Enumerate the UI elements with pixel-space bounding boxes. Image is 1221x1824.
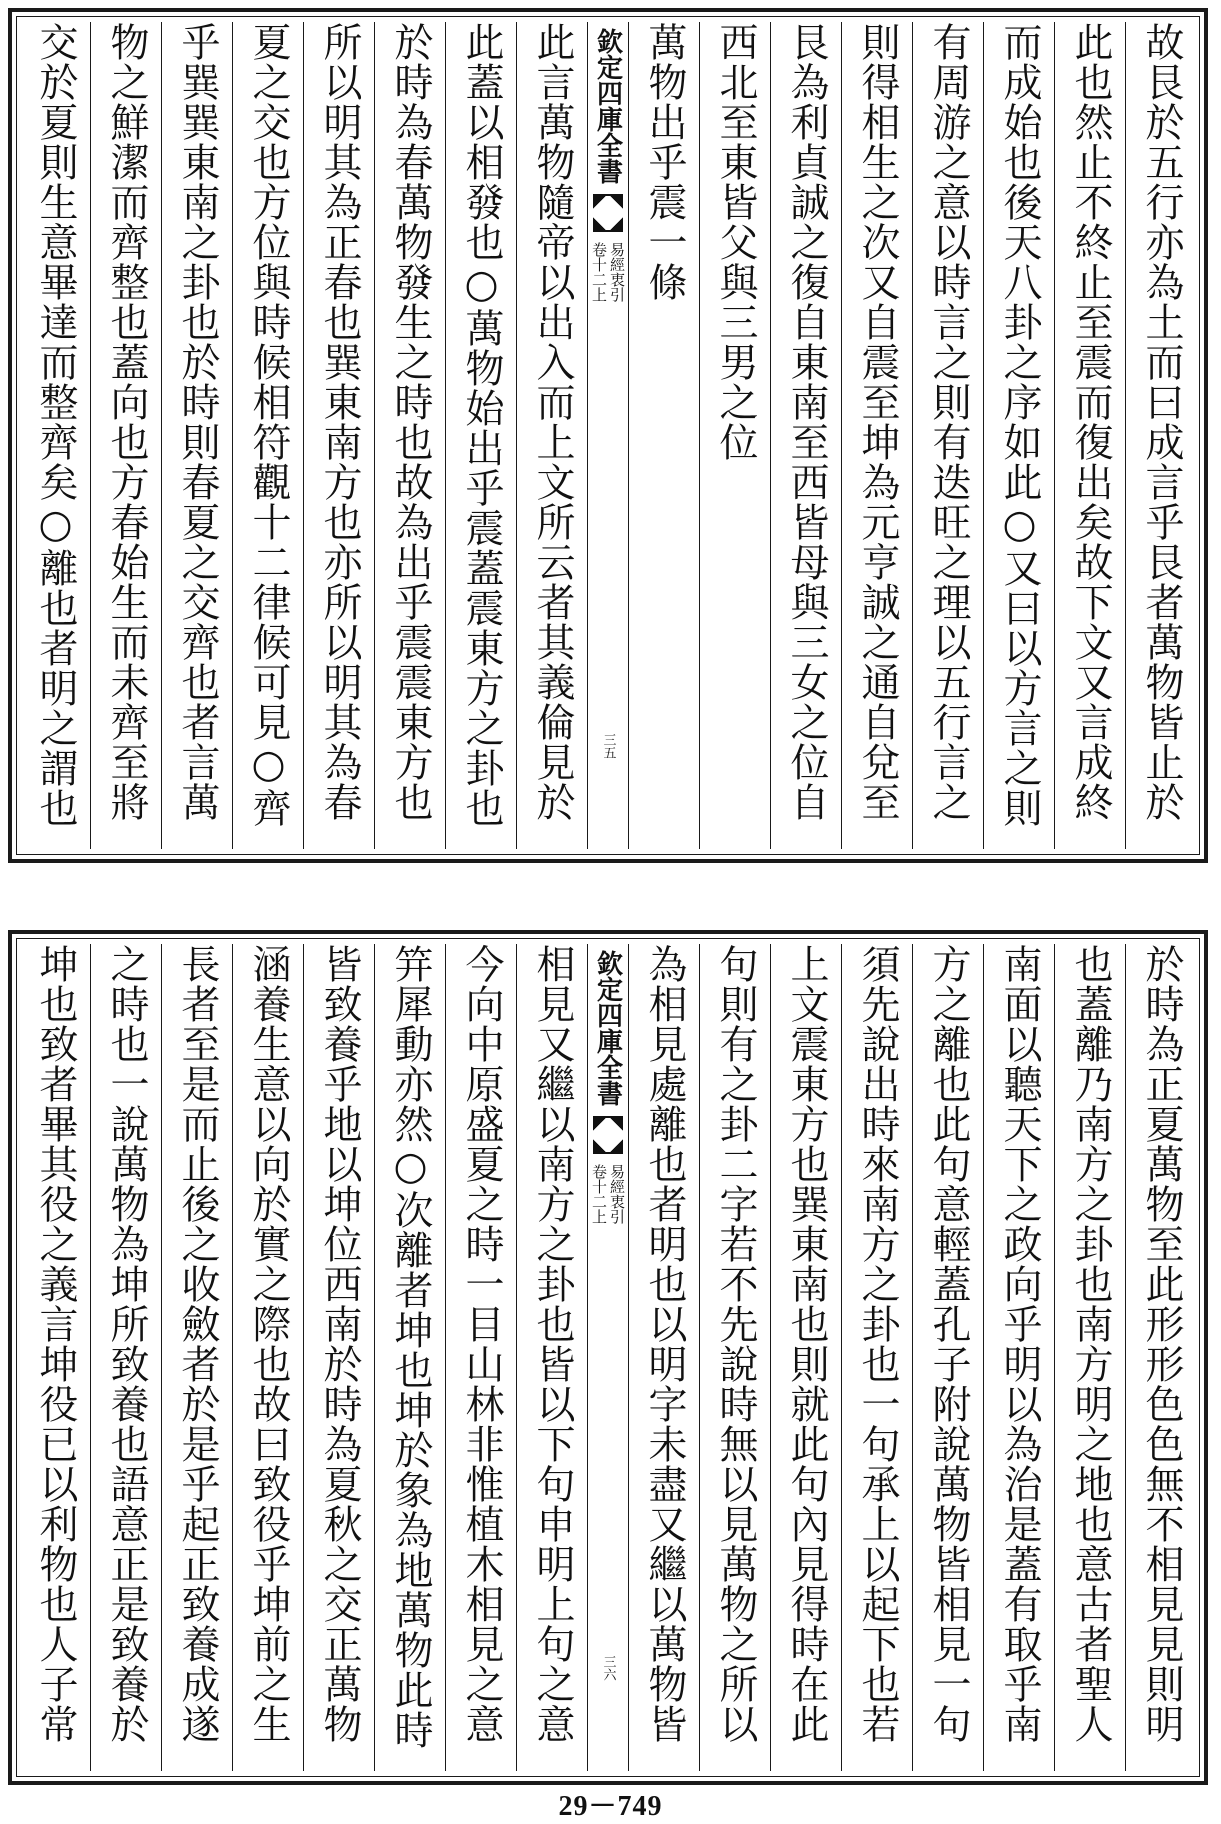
text-column: 也蓋離乃南方之卦也南方明之地也意古者聖人 bbox=[1054, 944, 1125, 1771]
text-column: 萬物出乎震一條 bbox=[628, 22, 699, 849]
text-column: 故艮於五行亦為土而曰成言乎艮者萬物皆止於 bbox=[1125, 22, 1196, 849]
bottom-page-frame bbox=[8, 930, 1208, 1785]
text-column: 所以明其為正春也巽東南方也亦所以明其為春 bbox=[303, 22, 374, 849]
text-column: 夏之交也方位與時候相符觀十二律候可見○齊 bbox=[232, 22, 303, 849]
text-column: 此言萬物隨帝以出入而上文所云者其義倫見於 bbox=[516, 22, 587, 849]
top-text-columns bbox=[20, 22, 1196, 849]
book-title: 易經衷引 卷十二上 bbox=[590, 1164, 626, 1224]
text-column: 而成始也後天八卦之序如此○又曰以方言之則 bbox=[983, 22, 1054, 849]
text-column: 坤也致者畢其役之義言坤役已以利物也人子常 bbox=[33, 944, 78, 1744]
library-title: 欽定四庫全書 bbox=[592, 950, 623, 1106]
text-column: 於時為春萬物發生之時也故為出乎震震東方也 bbox=[374, 22, 445, 849]
text-column: 此也然止不終止至震而復出矣故下文又言成終 bbox=[1054, 22, 1125, 849]
fish-tail-mark-icon bbox=[593, 194, 623, 232]
bottom-text-columns bbox=[20, 944, 1196, 1771]
text-column: 長者至是而止後之收斂者於是乎起正致養成遂 bbox=[161, 944, 232, 1771]
center-fold-strip bbox=[587, 944, 628, 1771]
text-column: 句則有之卦二字若不先說時無以見萬物之所以 bbox=[699, 944, 770, 1771]
top-page-frame bbox=[8, 8, 1208, 863]
center-fold-strip bbox=[587, 22, 628, 849]
text-column: 艮為利貞誠之復自東南至西皆母與三女之位自 bbox=[770, 22, 841, 849]
text-column: 涵養生意以向於實之際也故曰致役乎坤前之生 bbox=[232, 944, 303, 1771]
text-column: 乎巽巽東南之卦也於時則春夏之交齊也者言萬 bbox=[161, 22, 232, 849]
text-column: 物之鮮潔而齊整也蓋向也方春始生而未齊至將 bbox=[90, 22, 161, 849]
text-column: 交於夏則生意畢達而整齊矣○離也者明之謂也 bbox=[33, 22, 78, 828]
folio-number: 三五 bbox=[600, 733, 616, 759]
text-column: 於時為正夏萬物至此形形色色無不相見見則明 bbox=[1125, 944, 1196, 1771]
text-column: 上文震東方也巽東南也則就此句內見得時在此 bbox=[770, 944, 841, 1771]
text-column: 笄犀動亦然○次離者坤也坤於象為地萬物此時 bbox=[374, 944, 445, 1771]
text-column: 今向中原盛夏之時一目山林非惟植木相見之意 bbox=[445, 944, 516, 1771]
fish-tail-mark-icon bbox=[593, 1116, 623, 1154]
text-column: 南面以聽天下之政向乎明以為治是蓋有取乎南 bbox=[983, 944, 1054, 1771]
text-column: 之時也一說萬物為坤所致養也語意正是致養於 bbox=[90, 944, 161, 1771]
folio-number: 三六 bbox=[600, 1655, 616, 1681]
text-column: 西北至東皆父與三男之位 bbox=[699, 22, 770, 849]
text-column: 則得相生之次又自震至坤為元亨誠之通自兌至 bbox=[841, 22, 912, 849]
page-number: 29－749 bbox=[558, 1791, 663, 1822]
book-title: 易經衷引 卷十二上 bbox=[590, 242, 626, 302]
text-column: 相見又繼以南方之卦也皆以下句申明上句之意 bbox=[516, 944, 587, 1771]
text-column: 有周游之意以時言之則有迭旺之理以五行言之 bbox=[912, 22, 983, 849]
text-column: 方之離也此句意輕蓋孔子附說萬物皆相見一句 bbox=[912, 944, 983, 1771]
library-title: 欽定四庫全書 bbox=[592, 28, 623, 184]
text-column: 須先說出時來南方之卦也一句承上以起下也若 bbox=[841, 944, 912, 1771]
text-column: 皆致養乎地以坤位西南於時為夏秋之交正萬物 bbox=[303, 944, 374, 1771]
text-column: 此蓋以相發也○萬物始出乎震蓋震東方之卦也 bbox=[445, 22, 516, 849]
text-column: 為相見處離也者明也以明字未盡又繼以萬物皆 bbox=[628, 944, 699, 1771]
